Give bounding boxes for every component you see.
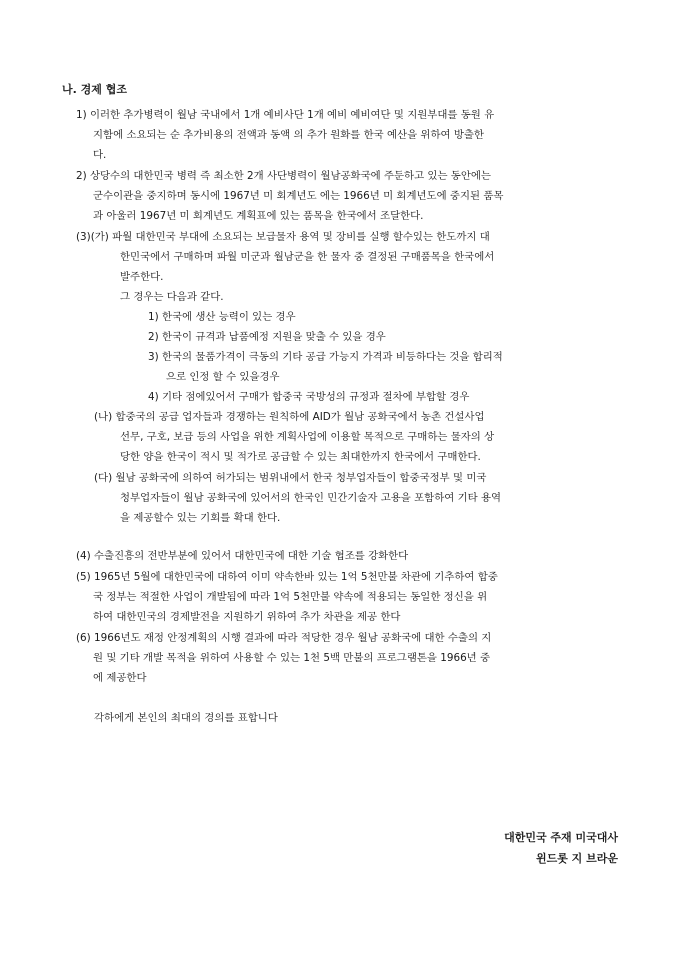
item-2-line-1: 2) 상당수의 대한민국 병력 즉 최소한 2개 사단병력이 월남공화국에 주둔하고 있는 동안에는 — [76, 170, 491, 182]
item-5-line-2: 국 정부는 적절한 사업이 개발됨에 따라 1억 5천만불 약속에 적용되는 동일한 정신을 위 — [93, 591, 488, 603]
item-2-line-3: 과 아울러 1967년 미 회계년도 계획표에 있는 품목을 한국에서 조달한다. — [93, 210, 424, 222]
item-3-case-4: 4) 기타 점에있어서 구매가 합중국 국방성의 규정과 절차에 부합할 경우 — [148, 391, 470, 403]
item-2-line-2: 군수이관을 중지하며 동시에 1967년 미 회계년도 에는 1966년 미 회계년도에 중지된 품목 — [93, 190, 504, 202]
item-3-da-line-2: 청부업자들이 월남 공화국에 있어서의 한국인 민간기술자 고용을 포함하여 기타 용역 — [120, 492, 502, 504]
item-3-da-line-1: (다) 월남 공화국에 의하여 허가되는 범위내에서 한국 청부업자들이 합중국정부 및 미국 — [94, 472, 487, 484]
item-3-na-line-1: (나) 합중국의 공급 업자들과 경쟁하는 원칙하에 AID가 월남 공화국에서 농촌 건설사업 — [94, 411, 485, 423]
item-3-case-3-line-1: 3) 한국의 물품가격이 극동의 기타 공급 가능지 가격과 비등하다는 것을 합리적 — [148, 351, 503, 363]
item-3-ga-line-4: 그 경우는 다음과 같다. — [120, 291, 224, 303]
item-1-line-3: 다. — [93, 149, 107, 161]
item-3-na-line-2: 선무, 구호, 보급 등의 사업을 위한 계획사업에 이용할 목적으로 구매하는 물자의 상 — [120, 431, 495, 443]
item-1-line-1: 1) 이러한 추가병력이 월남 국내에서 1개 예비사단 1개 예비 예비여단 및 지원부대를 동원 유 — [76, 109, 495, 121]
section-heading: 나. 경제 협조 — [62, 83, 127, 96]
signature-name: 윈드롯 지 브라운 — [535, 852, 618, 865]
item-5-line-1: (5) 1965년 5월에 대한민국에 대하여 이미 약속한바 있는 1억 5천만불 차관에 기추하여 합중 — [76, 571, 498, 583]
item-3-ga-line-2: 한민국에서 구매하며 파월 미군과 월남군을 한 물자 중 결정된 구매품목을 한국에서 — [120, 251, 495, 263]
item-3-case-3-line-2: 으로 인정 할 수 있을경우 — [166, 371, 280, 383]
item-1-line-2: 지함에 소요되는 순 추가비용의 전액과 동액 의 추가 원화를 한국 예산을 위하여 방출한 — [93, 129, 484, 141]
item-6-line-1: (6) 1966년도 재정 안정계획의 시행 결과에 따라 적당한 경우 월남 공화국에 대한 수출의 지 — [76, 632, 492, 644]
signature-title: 대한민국 주재 미국대사 — [504, 831, 618, 844]
item-5-line-3: 하여 대한민국의 경제발전을 지원하기 위하여 추가 차관을 제공 한다 — [93, 611, 401, 623]
item-3-ga-line-1: (3)(가) 파월 대한민국 부대에 소요되는 보급물자 용역 및 장비를 실행 할수있는 한도까지 대 — [76, 231, 490, 243]
item-3-da-line-3: 을 제공할수 있는 기회를 확대 한다. — [120, 512, 281, 524]
item-3-case-2: 2) 한국이 규격과 납품예정 지원을 맞출 수 있을 경우 — [148, 331, 386, 343]
item-3-case-1: 1) 한국에 생산 능력이 있는 경우 — [148, 311, 296, 323]
item-3-ga-line-3: 발주한다. — [120, 271, 164, 283]
closing-salutation: 각하에게 본인의 최대의 경의를 표합니다 — [94, 712, 278, 724]
item-4-line-1: (4) 수출진흥의 전반부분에 있어서 대한민국에 대한 기술 협조를 강화한다 — [76, 550, 409, 562]
item-3-na-line-3: 당한 양을 한국이 적시 및 적가로 공급할 수 있는 최대한까지 한국에서 구매한다. — [120, 451, 481, 463]
item-6-line-2: 원 및 기타 개발 목적을 위하여 사용할 수 있는 1천 5백 만불의 프로그램톤을 1966년 중 — [93, 652, 491, 664]
item-6-line-3: 에 제공한다 — [93, 672, 147, 684]
